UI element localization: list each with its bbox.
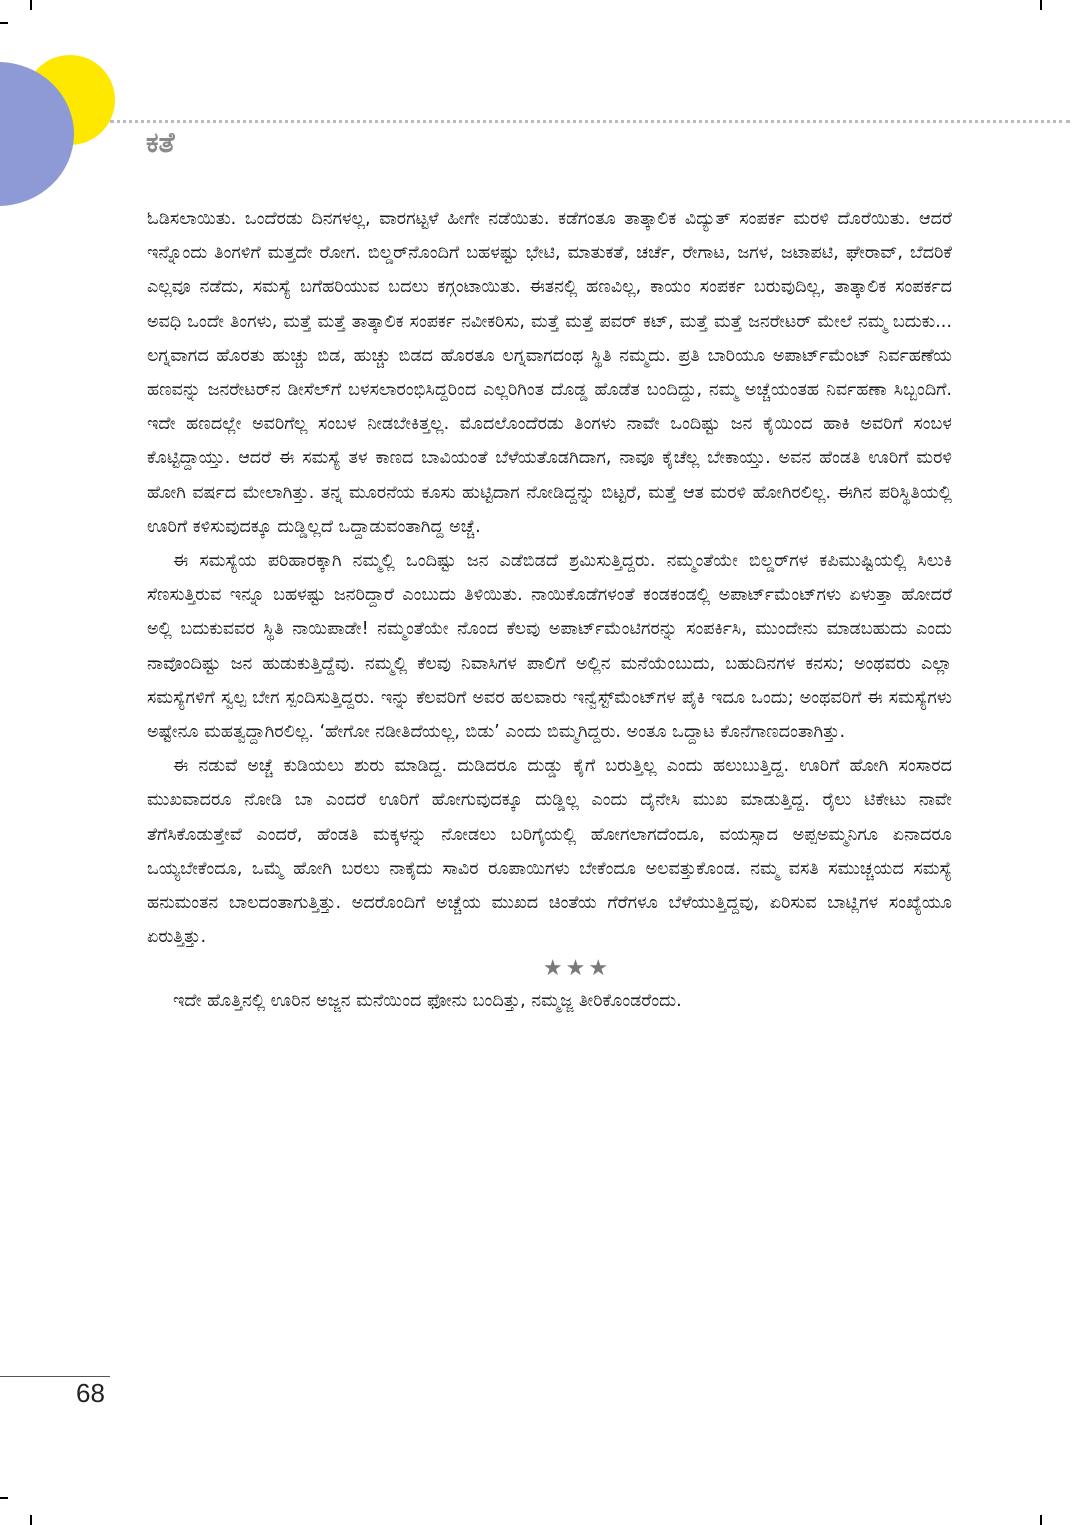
crop-mark bbox=[0, 1497, 8, 1499]
section-separator: ★★★ bbox=[542, 956, 612, 982]
section-title: ಕತೆ bbox=[146, 126, 175, 159]
paragraph: ಓಡಿಸಲಾಯಿತು. ಒಂದೆರಡು ದಿನಗಳಲ್ಲ, ವಾರಗಟ್ಟಳೆ ಹೀಗೇ ನಡೆಯಿತು. ಕಡೆಗಂತೂ ತಾತ್ಕಾಲಿಕ ವಿದ್ಯುತ್ ಸಂಪರ್ಕ ಮರಳಿ ದೊರೆಯಿತು. ಆದರೆ ಇನ್ನೊಂದು ತಿಂಗಳಿಗೆ ಮತ್ತದೇ ರೋಗ. ಬಿಲ್ಡರ್‌ನೊಂದಿಗೆ ಬಹಳಷ್ಟು ಭೇಟಿ, ಮಾತುಕತೆ, ಚರ್ಚೆ, ರೇಗಾಟ, ಜಗಳ, ಜಟಾಪಟಿ, ಘೇರಾವ್, ಬೆದರಿಕೆ ಎಲ್ಲವೂ ನಡೆದು, ಸಮಸ್ಯೆ ಬಗೆಹರಿಯುವ ಬದಲು ಕಗ್ಗಂಟಾಯಿತು. ಈತನಲ್ಲಿ ಹಣವಿಲ್ಲ, ಕಾಯಂ ಸಂಪರ್ಕ ಬರುವುದಿಲ್ಲ, ತಾತ್ಕಾಲಿಕ ಸಂಪರ್ಕದ ಅವಧಿ ಒಂದೇ ತಿಂಗಳು, ಮತ್ತೆ ಮತ್ತೆ ತಾತ್ಕಾಲಿಕ ಸಂಪರ್ಕ ನವೀಕರಿಸು, ಮತ್ತೆ ಮತ್ತೆ ಪವರ್ ಕಟ್, ಮತ್ತೆ ಮತ್ತೆ ಜನರೇಟರ್ ಮೇಲೆ ನಮ್ಮ ಬದುಕು... ಲಗ್ನವಾಗದ ಹೊರತು ಹುಚ್ಚು ಬಿಡ, ಹುಚ್ಚು ಬಿಡದ ಹೊರತೂ ಲಗ್ನವಾಗದಂಥ ಸ್ಥಿತಿ ನಮ್ಮದು. ಪ್ರತಿ ಬಾರಿಯೂ ಅಪಾರ್ಟ್‌ಮೆಂಟ್ ನಿರ್ವಹಣೆಯ ಹಣವನ್ನು ಜನರೇಟರ್‌ನ ಡೀಸೆಲ್‌ಗೆ ಬಳಸಲಾರಂಭಿಸಿದ್ದರಿಂದ ಎಲ್ಲರಿಗಿಂತ ದೊಡ್ಡ ಹೊಡೆತ ಬಂದಿದ್ದು, ನಮ್ಮ ಅಚ್ಚೆಯಂತಹ ನಿರ್ವಹಣಾ ಸಿಬ್ಬಂದಿಗೆ. ಇದೇ ಹಣದಲ್ಲೇ ಅವರಿಗೆಲ್ಲ ಸಂಬಳ ನೀಡಬೇಕಿತ್ತಲ್ಲ. ಮೊದಲೊಂದೆರಡು ತಿಂಗಳು ನಾವೇ ಒಂದಿಷ್ಟು ಜನ ಕೈಯಿಂದ ಹಾಕಿ ಅವರಿಗೆ ಸಂಬಳ ಕೊಟ್ಟಿದ್ದಾಯ್ತು. ಆದರೆ ಈ ಸಮಸ್ಯೆ ತಳ ಕಾಣದ ಬಾವಿಯಂತೆ ಬೆಳೆಯತೊಡಗಿದಾಗ, ನಾವೂ ಕೈಚೆಲ್ಲ ಬೇಕಾಯ್ತು. ಅವನ ಹೆಂಡತಿ ಊರಿಗೆ ಮರಳಿ ಹೋಗಿ ವರ್ಷದ ಮೇಲಾಗಿತ್ತು. ತನ್ನ ಮೂರನೆಯ ಕೂಸು ಹುಟ್ಟಿದಾಗ ನೋಡಿದ್ದನ್ನು ಬಿಟ್ಟರೆ, ಮತ್ತೆ ಆತ ಮರಳಿ ಹೋಗಿರಲಿಲ್ಲ. ಈಗಿನ ಪರಿಸ್ಥಿತಿಯಲ್ಲಿ ಊರಿಗೆ ಕಳಿಸುವುದಕ್ಕೂ ದುಡ್ಡಿಲ್ಲದೆ ಒದ್ದಾಡುವಂತಾಗಿದ್ದ ಅಚ್ಚೆ. bbox=[147, 209, 952, 537]
story-body bbox=[147, 202, 952, 1019]
dotted-header-rule bbox=[110, 120, 1070, 123]
crop-mark bbox=[30, 0, 32, 10]
paragraph: ಇದೇ ಹೊತ್ತಿನಲ್ಲಿ ಊರಿನ ಅಜ್ಜನ ಮನೆಯಿಂದ ಫೋನು ಬಂದಿತ್ತು, ನಮ್ಮಜ್ಜ ತೀರಿಕೊಂಡರೆಂದು. bbox=[173, 991, 682, 1012]
crop-mark bbox=[1040, 1515, 1042, 1525]
footer-rule bbox=[0, 1376, 110, 1377]
paragraph: ಈ ನಡುವೆ ಅಚ್ಚೆ ಕುಡಿಯಲು ಶುರು ಮಾಡಿದ್ದ. ದುಡಿದರೂ ದುಡ್ಡು ಕೈಗೆ ಬರುತ್ತಿಲ್ಲ ಎಂದು ಹಲುಬುತ್ತಿದ್ದ. ಊರಿಗೆ ಹೋಗಿ ಸಂಸಾರದ ಮುಖವಾದರೂ ನೋಡಿ ಬಾ ಎಂದರೆ ಊರಿಗೆ ಹೋಗುವುದಕ್ಕೂ ದುಡ್ಡಿಲ್ಲ ಎಂದು ದೈನೇಸಿ ಮುಖ ಮಾಡುತ್ತಿದ್ದ. ರೈಲು ಟಿಕೇಟು ನಾವೇ ತೆಗೆಸಿಕೊಡುತ್ತೇವೆ ಎಂದರೆ, ಹೆಂಡತಿ ಮಕ್ಕಳನ್ನು ನೋಡಲು ಬರಿಗೈಯಲ್ಲಿ ಹೋಗಲಾಗದೆಂದೂ, ವಯಸ್ಸಾದ ಅಪ್ಪಅಮ್ಮನಿಗೂ ಏನಾದರೂ ಒಯ್ಯಬೇಕೆಂದೂ, ಒಮ್ಮೆ ಹೋಗಿ ಬರಲು ನಾಕೈದು ಸಾವಿರ ರೂಪಾಯಿಗಳು ಬೇಕೆಂದೂ ಅಲವತ್ತುಕೊಂಡ. ನಮ್ಮ ವಸತಿ ಸಮುಚ್ಚಯದ ಸಮಸ್ಯೆ ಹನುಮಂತನ ಬಾಲದಂತಾಗುತ್ತಿತ್ತು. ಅದರೊಂದಿಗೆ ಅಚ್ಚೆಯ ಮುಖದ ಚಿಂತೆಯ ಗೆರೆಗಳೂ ಬೆಳೆಯುತ್ತಿದ್ದವು, ಏರಿಸುವ ಬಾಟ್ಲಿಗಳ ಸಂಖ್ಯೆಯೂ ಏರುತ್ತಿತ್ತು. bbox=[147, 756, 952, 948]
crop-mark bbox=[1040, 0, 1042, 10]
page-number: 68 bbox=[76, 1378, 105, 1408]
crop-mark bbox=[0, 22, 8, 24]
crop-mark bbox=[30, 1515, 32, 1525]
paragraph: ಈ ಸಮಸ್ಯೆಯ ಪರಿಹಾರಕ್ಕಾಗಿ ನಮ್ಮಲ್ಲಿ ಒಂದಿಷ್ಟು ಜನ ಎಡೆಬಿಡದೆ ಶ್ರಮಿಸುತ್ತಿದ್ದರು. ನಮ್ಮಂತೆಯೇ ಬಿಲ್ಡರ್‌ಗಳ ಕಪಿಮುಷ್ಟಿಯಲ್ಲಿ ಸಿಲುಕಿ ಸೆಣಸುತ್ತಿರುವ ಇನ್ನೂ ಬಹಳಷ್ಟು ಜನರಿದ್ದಾರೆ ಎಂಬುದು ತಿಳಿಯಿತು. ನಾಯಿಕೊಡೆಗಳಂತೆ ಕಂಡಕಂಡಲ್ಲಿ ಅಪಾರ್ಟ್‌ಮೆಂಟ್‌ಗಳು ಏಳುತ್ತಾ ಹೋದರೆ ಅಲ್ಲಿ ಬದುಕುವವರ ಸ್ಥಿತಿ ನಾಯಿಪಾಡೇ! ನಮ್ಮಂತೆಯೇ ನೊಂದ ಕೆಲವು ಅಪಾರ್ಟ್‌ಮೆಂಟಿಗರನ್ನು ಸಂಪರ್ಕಿಸಿ, ಮುಂದೇನು ಮಾಡಬಹುದು ಎಂದು ನಾವೊಂದಿಷ್ಟು ಜನ ಹುಡುಕುತ್ತಿದ್ದೆವು. ನಮ್ಮಲ್ಲಿ ಕೆಲವು ನಿವಾಸಿಗಳ ಪಾಲಿಗೆ ಅಲ್ಲಿನ ಮನೆಯೆಂಬುದು, ಬಹುದಿನಗಳ ಕನಸು; ಅಂಥವರು ಎಲ್ಲಾ ಸಮಸ್ಯೆಗಳಿಗೆ ಸ್ವಲ್ಪ ಬೇಗ ಸ್ಪಂದಿಸುತ್ತಿದ್ದರು. ಇನ್ನು ಕೆಲವರಿಗೆ ಅವರ ಹಲವಾರು ಇನ್ವೆಸ್ಟ್‌ಮೆಂಟ್‌ಗಳ ಪೈಕಿ ಇದೂ ಒಂದು; ಅಂಥವರಿಗೆ ಈ ಸಮಸ್ಯೆಗಳು ಅಷ್ಟೇನೂ ಮಹತ್ವದ್ದಾಗಿರಲಿಲ್ಲ. ‘ಹೇಗೋ ನಡೀತಿದೆಯಲ್ಲ, ಬಿಡು’ ಎಂದು ಬಿಮ್ಮಗಿದ್ದರು. ಅಂತೂ ಒದ್ದಾಟ ಕೊನೆಗಾಣದಂತಾಗಿತ್ತು. bbox=[147, 551, 952, 743]
